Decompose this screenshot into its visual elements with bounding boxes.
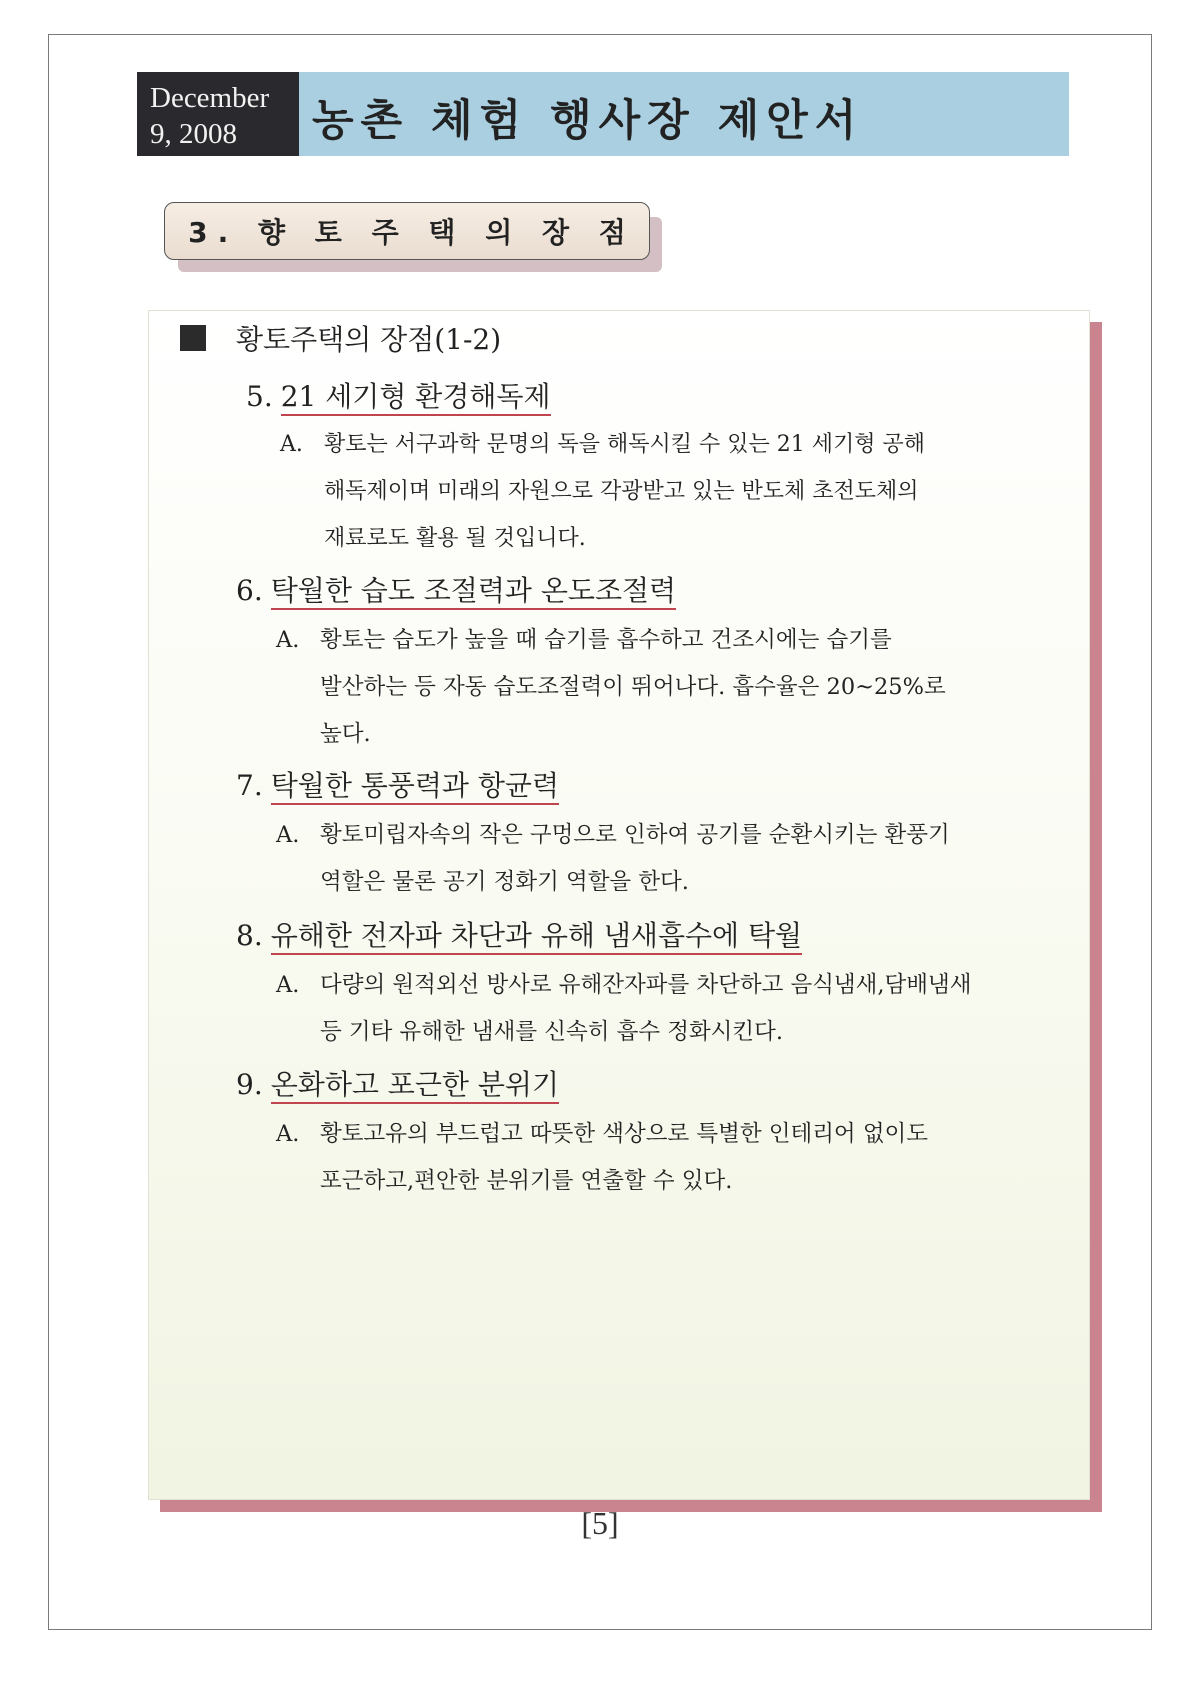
item-heading-text: 온화하고 포근한 분위기	[271, 1068, 559, 1104]
item-heading-6	[236, 569, 676, 609]
item-heading-text: 탁월한 통풍력과 항균력	[271, 769, 559, 805]
item-line: 역할은 물론 공기 정화기 역할을 한다.	[320, 869, 689, 895]
item-heading-9	[236, 1063, 559, 1103]
date-box	[137, 72, 299, 156]
item-heading-text: 탁월한 습도 조절력과 온도조절력	[271, 574, 676, 610]
item-marker: A.	[276, 972, 300, 998]
item-body-6	[276, 617, 946, 758]
item-heading-text: 유해한 전자파 차단과 유해 냄새흡수에 탁월	[271, 919, 802, 955]
item-marker: A.	[276, 1121, 300, 1147]
item-line: 높다.	[320, 721, 371, 747]
item-line: 다량의 원적외선 방사로 유해잔자파를 차단하고 음식냄새,담배냄새	[320, 972, 972, 998]
item-number: 6.	[236, 574, 263, 607]
item-line: 발산하는 등 자동 습도조절력이 뛰어나다. 흡수율은 20~25%로	[320, 674, 946, 700]
item-line: 황토는 서구과학 문명의 독을 해독시킬 수 있는 21 세기형 공해	[324, 432, 925, 457]
date-line-2: 9, 2008	[150, 118, 237, 150]
page-number: [5]	[581, 1505, 619, 1541]
document-title: 농촌 체험 행사장 제안서	[312, 96, 864, 146]
square-bullet-icon	[180, 325, 206, 351]
item-line: 황토미립자속의 작은 구멍으로 인하여 공기를 순환시키는 환풍기	[320, 822, 950, 848]
item-body-9	[276, 1111, 928, 1205]
item-heading-7	[236, 764, 559, 804]
section-title: 3. 향 토 주 택 의 장 점	[188, 216, 636, 249]
date-line-1: December	[150, 82, 270, 114]
item-marker: A.	[280, 432, 303, 457]
item-marker: A.	[276, 627, 300, 653]
item-line: 황토는 습도가 높을 때 습기를 흡수하고 건조시에는 습기를	[320, 627, 892, 653]
item-line: 등 기타 유해한 냄새를 신속히 흡수 정화시킨다.	[320, 1019, 784, 1045]
item-number: 7.	[236, 769, 263, 802]
item-body-8	[276, 962, 972, 1056]
item-body-7	[276, 812, 950, 906]
item-line: 해독제이며 미래의 자원으로 각광받고 있는 반도체 초전도체의	[324, 479, 919, 504]
main-heading	[180, 318, 501, 358]
item-number: 5.	[246, 380, 273, 413]
main-heading-text: 황토주택의 장점(1-2)	[236, 323, 502, 356]
item-line: 황토고유의 부드럽고 따뜻한 색상으로 특별한 인테리어 없이도	[320, 1121, 929, 1147]
item-body-5	[280, 421, 925, 562]
item-line: 포근하고,편안한 분위기를 연출할 수 있다.	[320, 1168, 733, 1194]
item-number: 8.	[236, 919, 263, 952]
item-heading-8	[236, 914, 802, 954]
item-heading-text: 21 세기형 환경해독제	[281, 380, 551, 416]
item-number: 9.	[236, 1068, 263, 1101]
item-marker: A.	[276, 822, 300, 848]
item-heading-5	[246, 375, 551, 415]
section-title-box	[164, 202, 650, 260]
item-line: 재료로도 활용 될 것입니다.	[324, 526, 586, 551]
